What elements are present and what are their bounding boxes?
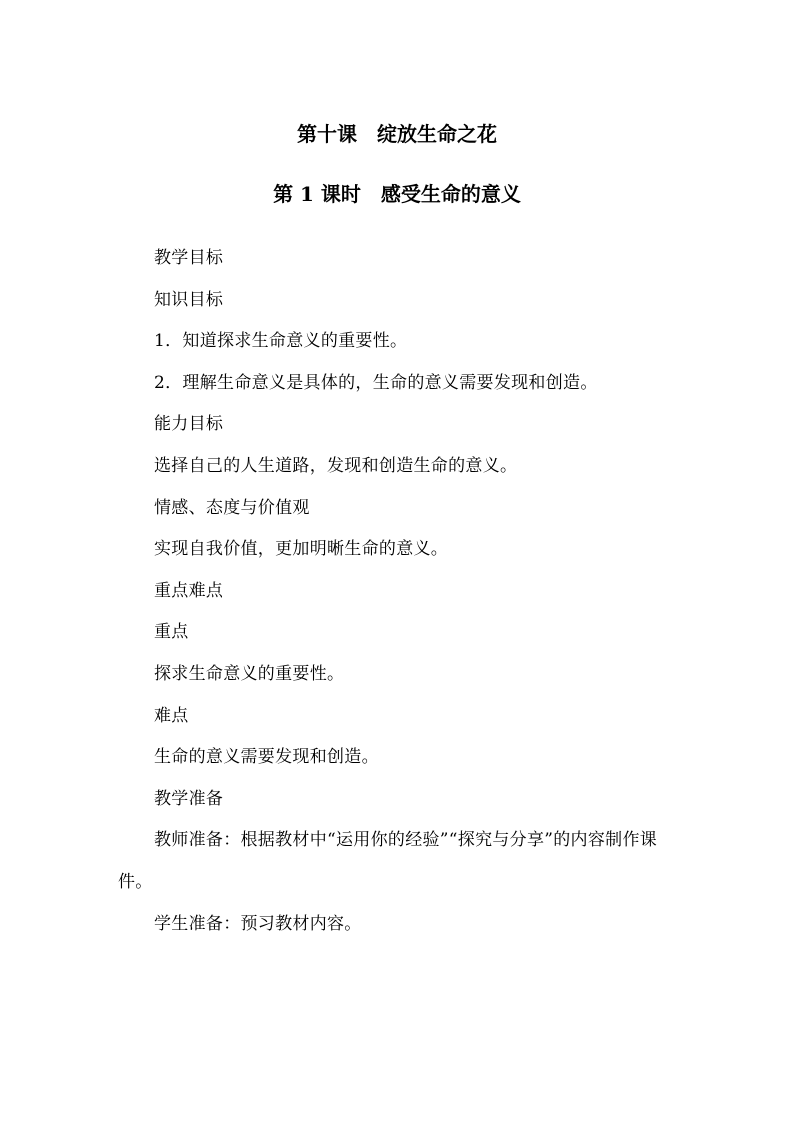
- knowledge-goal-2: 2．理解生命意义是具体的，生命的意义需要发现和创造。: [154, 372, 598, 393]
- ability-goal-text: 选择自己的人生道路，发现和创造生命的意义。: [154, 455, 518, 476]
- heading-teaching-preparation: 教学准备: [154, 788, 224, 809]
- emotion-values-text: 实现自我价值，更加明晰生命的意义。: [154, 539, 449, 560]
- heading-teaching-goals: 教学目标: [154, 248, 224, 268]
- lesson-title: 第十课 绽放生命之花: [297, 122, 497, 146]
- heading-emotion-values: 情感、态度与价值观: [154, 497, 310, 518]
- lesson-subtitle: 第 1 课时 感受生命的意义: [273, 182, 521, 206]
- student-preparation-text: 学生准备：预习教材内容。: [154, 913, 362, 934]
- heading-knowledge-goals: 知识目标: [154, 289, 224, 310]
- teacher-preparation-text: 教师准备：根据教材中“运用你的经验”“探究与分享”的内容制作课件。: [118, 830, 658, 892]
- heading-difficult-point: 难点: [154, 705, 189, 726]
- key-point-text: 探求生命意义的重要性。: [154, 663, 345, 684]
- difficult-point-text: 生命的意义需要发现和创造。: [154, 747, 379, 768]
- heading-key-difficult-points: 重点难点: [154, 580, 224, 601]
- knowledge-goal-1: 1．知道探求生命意义的重要性。: [154, 331, 408, 352]
- document-body: [118, 238, 680, 945]
- heading-ability-goals: 能力目标: [154, 414, 224, 435]
- heading-key-point: 重点: [154, 622, 189, 643]
